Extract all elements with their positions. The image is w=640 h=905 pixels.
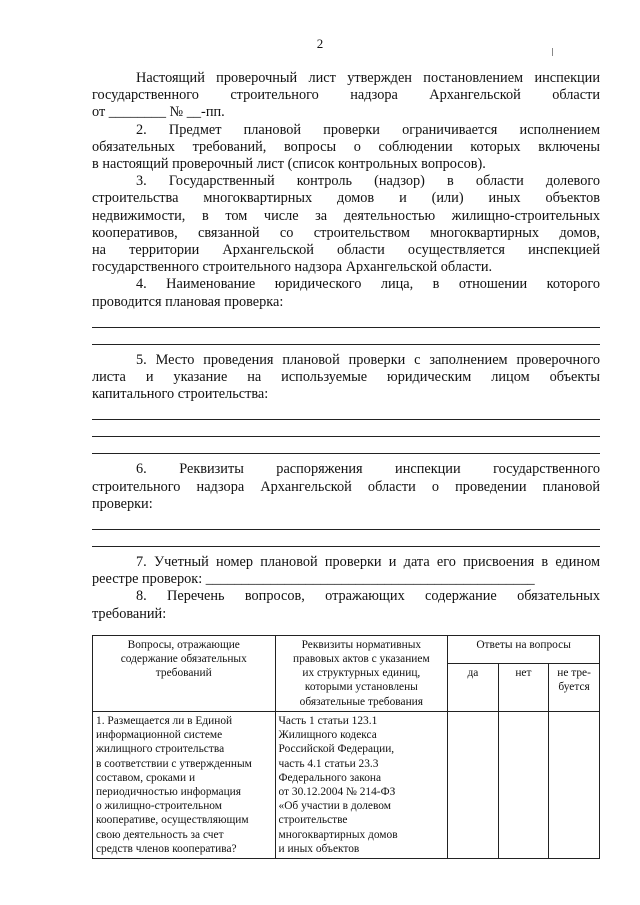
paragraph-line: 2. Предмет плановой проверки ограничивается исполнением <box>136 121 600 138</box>
paragraph-line: в настоящий проверочный лист (список контрольных вопросов). <box>92 156 486 173</box>
paragraph-line: строительного надзора Архангельской области о проведении плановой <box>92 478 600 495</box>
scan-mark <box>552 48 553 56</box>
paragraph-line: требований: <box>92 605 167 622</box>
paragraph-2 <box>92 122 600 174</box>
fill-in-line[interactable] <box>92 327 600 328</box>
fill-in-line[interactable] <box>92 529 600 530</box>
paragraph-line: обязательных требований, вопросы о соблюдении которых включены <box>92 138 600 155</box>
requisites-cell: Часть 1 статьи 123.1 Жилищного кодекса Российской Федерации, часть 4.1 статьи 23.3 Федерального закона от 30.12.2004 № 214-ФЗ «Об участии в долевом строительстве многоквартирных домов и иных объектов <box>275 711 448 858</box>
paragraph-line: реестре проверок: ______________________________________________ <box>92 571 535 588</box>
paragraph-line: недвижимости, в том числе за деятельностью жилищно-строительных <box>92 207 600 224</box>
paragraph-line: Настоящий проверочный лист утвержден постановлением инспекции <box>136 70 600 86</box>
header-not-required: не тре- буется <box>549 663 600 711</box>
paragraph-line: 4. Наименование юридического лица, в отношении которого <box>136 276 600 293</box>
paragraph-6 <box>92 461 600 547</box>
paragraph-line: проверки: <box>92 495 153 512</box>
question-cell: 1. Размещается ли в Единой информационной системе жилищного строительства в соответствии с утвержденным составом, сроками и периодичностью информация о жилищно-строительном кооперативе, осуществляющим свою деятельность за счет средств членов кооператива? <box>93 711 276 858</box>
paragraph-line: листа и указание на используемые юридическим лицом объекты <box>92 369 600 386</box>
paragraph-line: от ________ № __-пп. <box>92 104 225 121</box>
document-body <box>92 70 600 859</box>
header-yes: да <box>448 663 498 711</box>
paragraph-line: на территории Архангельской области осуществляется инспекцией <box>92 242 600 259</box>
paragraph-line: государственного строительного надзора Архангельской области. <box>92 259 493 276</box>
header-answers: Ответы на вопросы <box>448 635 600 663</box>
table-header-row <box>93 635 600 663</box>
paragraph-line: капитального строительства: <box>92 386 269 403</box>
header-requisites: Реквизиты нормативных правовых актов с указанием их структурных единиц, которыми установлены обязательные требования <box>275 635 448 711</box>
paragraph-5 <box>92 352 600 455</box>
page-number: 2 <box>316 36 324 51</box>
paragraph-line: 3. Государственный контроль (надзор) в области долевого <box>136 173 600 190</box>
answer-no-cell[interactable] <box>498 711 549 858</box>
header-no: нет <box>498 663 549 711</box>
paragraph-1 <box>92 70 600 122</box>
paragraph-4 <box>92 276 600 344</box>
paragraph-line: 8. Перечень вопросов, отражающих содержание обязательных <box>136 588 600 605</box>
paragraph-8 <box>92 588 600 622</box>
paragraph-line: 7. Учетный номер плановой проверки и дата его присвоения в едином <box>136 554 600 571</box>
paragraph-line: проводится плановая проверка: <box>92 293 284 310</box>
answer-not-required-cell[interactable] <box>549 711 600 858</box>
fill-in-line[interactable] <box>92 436 600 437</box>
paragraph-line: государственного строительного надзора Архангельской области <box>92 87 600 104</box>
paragraph-line: кооперативов, связанной со строительством многоквартирных домов, <box>92 224 600 241</box>
paragraph-3 <box>92 173 600 276</box>
checklist-table <box>92 635 600 859</box>
paragraph-line: 5. Место проведения плановой проверки с заполнением проверочного <box>136 351 600 368</box>
answer-yes-cell[interactable] <box>448 711 498 858</box>
paragraph-line: строительства многоквартирных домов и (или) иных объектов <box>92 190 600 207</box>
paragraph-7 <box>92 554 600 588</box>
header-questions: Вопросы, отражающие содержание обязательных требований <box>93 635 276 711</box>
table-row <box>93 711 600 858</box>
fill-in-line[interactable] <box>92 419 600 420</box>
paragraph-line: 6. Реквизиты распоряжения инспекции государственного <box>136 461 600 478</box>
